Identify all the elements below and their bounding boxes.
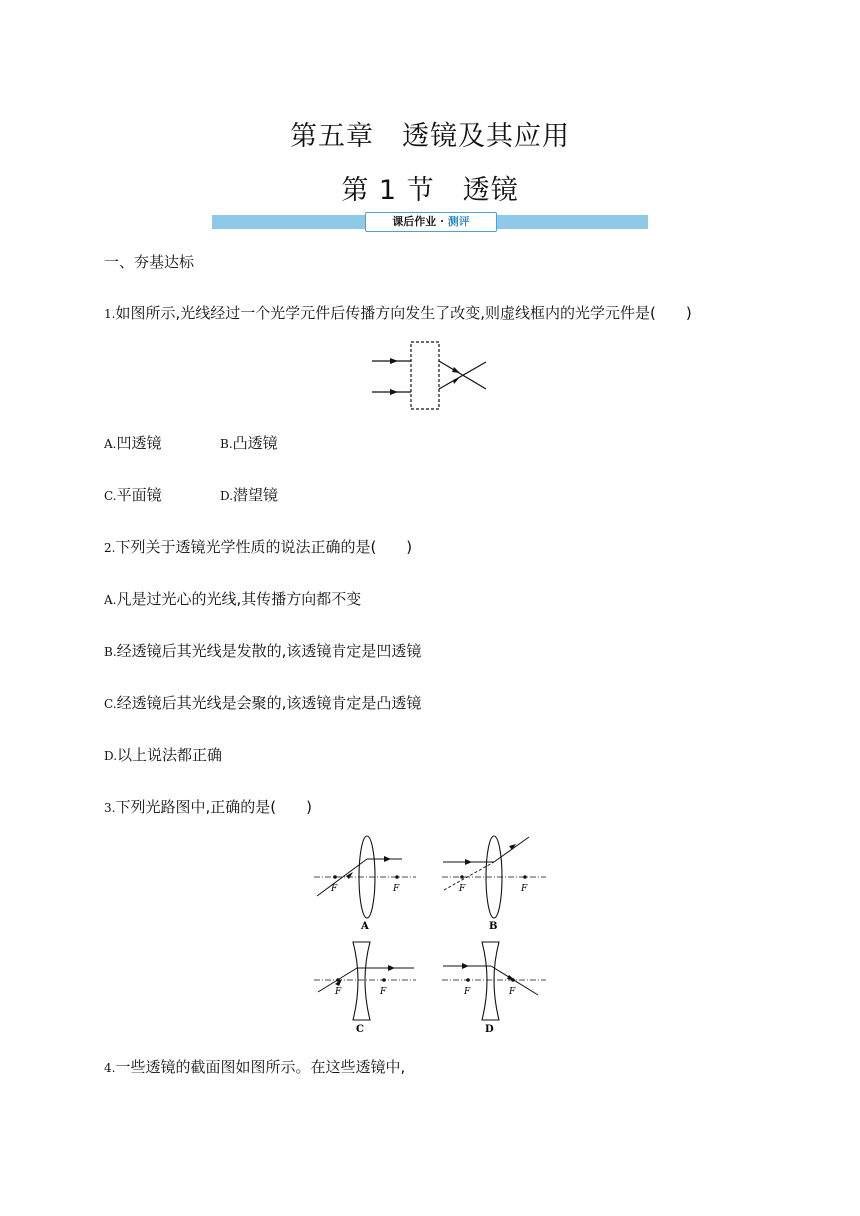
option-text: 经透镜后其光线是会聚的,该透镜肯定是凸透镜 [116, 694, 422, 712]
option-letter: C. [104, 489, 117, 503]
question-3 [104, 797, 312, 818]
option-text: 凸透镜 [232, 434, 278, 452]
question-number: 2. [104, 541, 116, 555]
option-letter: D. [104, 749, 118, 763]
q2-option-c [104, 693, 421, 714]
question-4 [104, 1057, 405, 1078]
diagram-label: D [485, 1024, 494, 1035]
q1-option-c [104, 485, 162, 506]
option-text: 潜望镜 [233, 486, 279, 504]
section-heading: 一、夯基达标 [104, 253, 195, 271]
option-text: 凡是过光心的光线,其传播方向都不变 [116, 590, 362, 608]
option-letter: A. [104, 593, 117, 607]
homework-badge [365, 212, 497, 232]
diagram-label: B [489, 921, 498, 932]
q2-option-b [104, 641, 421, 662]
chapter-title: 第五章 透镜及其应用 [290, 121, 570, 152]
question-stem: 下列关于透镜光学性质的说法正确的是( ) [115, 538, 413, 556]
diagram-b [442, 836, 546, 932]
option-letter: D. [220, 489, 234, 503]
option-letter: C. [104, 697, 117, 711]
q2-option-d [104, 745, 222, 766]
q1-figure [370, 340, 490, 412]
q1-option-a [104, 433, 162, 454]
option-text: 凹透镜 [116, 434, 162, 452]
focus-label: F [380, 987, 387, 997]
question-stem: 下列光路图中,正确的是( ) [115, 798, 312, 816]
focus-label: F [335, 987, 342, 997]
question-number: 3. [104, 801, 116, 815]
q1-option-d [220, 485, 278, 506]
focus-label: F [464, 987, 471, 997]
option-text: 以上说法都正确 [117, 746, 223, 764]
option-letter: A. [104, 437, 117, 451]
diagram-c [314, 942, 416, 1035]
diagram-label: C [356, 1024, 364, 1035]
q2-option-a [104, 589, 361, 610]
option-text: 经透镜后其光线是发散的,该透镜肯定是凹透镜 [116, 642, 422, 660]
question-2 [104, 537, 412, 558]
diagram-d [442, 942, 546, 1035]
question-stem: 如图所示,光线经过一个光学元件后传播方向发生了改变,则虚线框内的光学元件是( ) [115, 304, 692, 322]
focus-label: F [521, 884, 528, 894]
question-number: 4. [104, 1061, 116, 1075]
q1-option-b [220, 433, 278, 454]
q3-figure [310, 832, 550, 1038]
diagram-a [314, 836, 416, 932]
section-title: 第 1 节 透镜 [341, 175, 519, 206]
option-letter: B. [220, 437, 233, 451]
focus-label: F [509, 987, 516, 997]
focus-label: F [393, 884, 400, 894]
question-number: 1. [104, 307, 116, 321]
option-letter: B. [104, 645, 117, 659]
question-stem: 一些透镜的截面图如图所示。在这些透镜中, [115, 1058, 406, 1076]
option-text: 平面镜 [116, 486, 162, 504]
badge-label: 课后作业 · [392, 215, 448, 228]
focus-label: F [459, 884, 466, 894]
question-1 [104, 303, 692, 324]
badge-label-accent: 测评 [447, 215, 470, 228]
diagram-label: A [361, 921, 369, 932]
focus-label: F [331, 884, 338, 894]
